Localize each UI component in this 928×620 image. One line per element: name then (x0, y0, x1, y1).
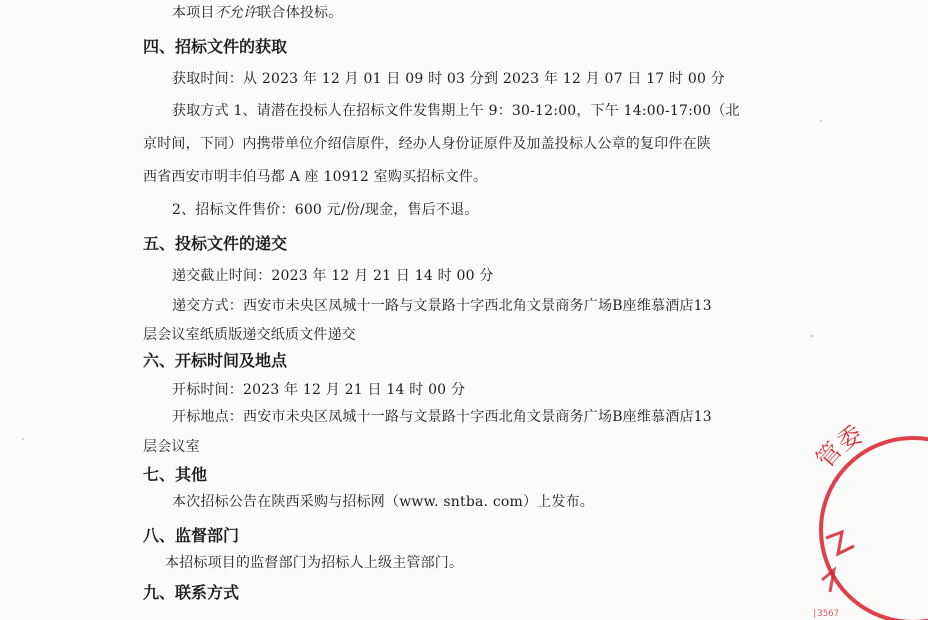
scan-speck (22, 438, 24, 440)
supervision-text: 本招标项目的监督部门为招标人上级主管部门。 (165, 555, 464, 571)
section-7-heading: 七、其他 (143, 465, 208, 484)
scan-speck (820, 120, 822, 122)
section-9-heading: 九、联系方式 (143, 583, 240, 602)
section-6-heading: 六、开标时间及地点 (143, 351, 288, 370)
no-consortium-emphasis: 不允许 (214, 5, 258, 21)
submission-method-line-2: 层会议室纸质版递交纸质文件递交 (143, 327, 356, 343)
section-5-heading: 五、投标文件的递交 (143, 234, 288, 253)
seal-text (811, 420, 867, 473)
no-consortium-prefix: 本项目 (172, 5, 215, 21)
acquire-method-line-1: 获取方式 1、请潜在投标人在招标文件发售期上午 9：30-12:00，下午 14:00-17:00（北 (172, 103, 740, 119)
submission-deadline: 递交截止时间：2023 年 12 月 21 日 14 时 00 分 (172, 268, 494, 284)
no-consortium-line (172, 4, 342, 22)
seal-number-fragment: |3567 (812, 609, 840, 619)
seal-text-path: 管委 (810, 420, 868, 474)
scan-speck (810, 335, 813, 337)
section-4-heading: 四、招标文件的获取 (143, 37, 288, 56)
acquire-time: 获取时间：从 2023 年 12 月 01 日 09 时 03 分到 2023 年 12 月 07 日 17 时 00 分 (172, 71, 725, 87)
no-consortium-suffix: 联合体投标。 (257, 5, 343, 21)
opening-time: 开标时间：2023 年 12 月 21 日 14 时 00 分 (172, 382, 466, 398)
other-notice: 本次招标公告在陕西采购与招标网（www. sntba. com）上发布。 (172, 494, 594, 510)
seal-mark (826, 532, 854, 554)
section-8-heading: 八、监督部门 (143, 526, 240, 545)
seal-mark (822, 570, 834, 592)
opening-place-line-2: 层会议室 (143, 439, 200, 455)
submission-method-line-1: 递交方式：西安市未央区凤城十一路与文景路十字西北角文景商务广场B座维慕酒店13 (172, 298, 712, 314)
acquire-method-line-2: 京时间，下同）内携带单位介绍信原件，经办人身份证原件及加盖投标人公章的复印件在陕 (143, 136, 711, 152)
opening-place-line-1: 开标地点：西安市未央区凤城十一路与文景路十字西北角文景商务广场B座维慕酒店13 (172, 409, 712, 425)
document-price: 2、招标文件售价：600 元/份/现金，售后不退。 (172, 202, 479, 218)
official-seal (808, 420, 928, 620)
acquire-method-line-3: 西省西安市明丰伯马都 A 座 10912 室购买招标文件。 (143, 169, 488, 185)
